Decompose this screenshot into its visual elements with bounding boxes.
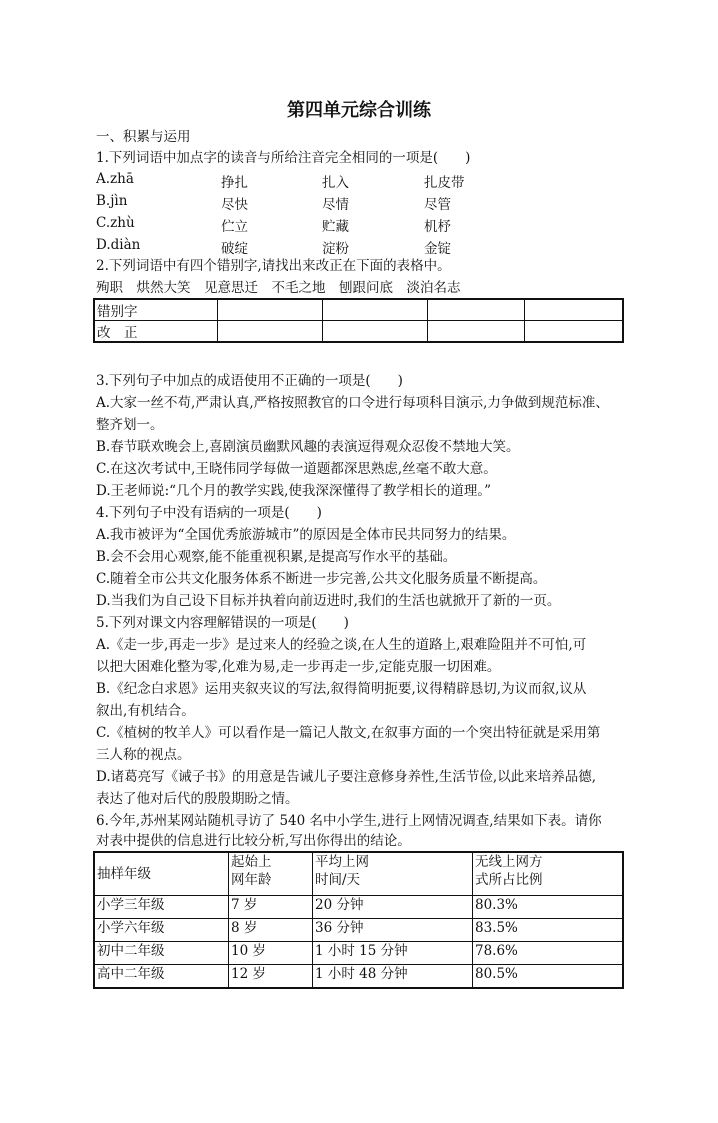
answer-cell[interactable] (323, 299, 428, 321)
option-d: D.诸葛亮写《诫子书》的用意是告诫儿子要注意修身养性,生活节俭,以此来培养品德, (96, 769, 597, 785)
option-word: 尽管 (424, 197, 451, 213)
ratio-cell: 80.5% (473, 965, 624, 989)
grade-cell: 小学六年级 (94, 919, 229, 942)
option-a-cont: 整齐划一。 (96, 417, 164, 433)
time-cell: 1 小时 48 分钟 (313, 965, 473, 989)
answer-cell[interactable] (525, 321, 624, 343)
table-header-row (94, 852, 623, 896)
column-header-line: 网年龄 (231, 872, 272, 888)
column-header-line: 平均上网 (315, 854, 369, 870)
answer-cell[interactable] (323, 321, 428, 343)
age-cell: 10 岁 (229, 942, 313, 965)
option-c-cont: 三人称的视点。 (96, 747, 191, 763)
table-row (94, 965, 623, 989)
option-row (96, 193, 516, 215)
ratio-cell: 78.6% (473, 942, 624, 965)
question-2-words: 殉职 烘然大笑 见意思迁 不毛之地 刨跟问底 淡泊名志 (96, 280, 461, 296)
answer-cell[interactable] (428, 299, 525, 321)
section-heading: 一、积累与运用 (96, 129, 191, 145)
column-header-line: 无线上网方 (475, 854, 543, 870)
question-3-stem: 3.下列句子中加点的成语使用不正确的一项是( ) (96, 373, 403, 389)
age-cell: 7 岁 (229, 896, 313, 919)
question-5-stem: 5.下列对课文内容理解错误的一项是( ) (96, 615, 349, 631)
answer-cell[interactable] (218, 321, 323, 343)
option-word: 扎入 (322, 175, 349, 191)
table-row (94, 942, 623, 965)
option-label: B.jìn (96, 193, 128, 209)
option-row (96, 215, 516, 237)
option-word: 机杼 (424, 219, 451, 235)
table-row-label: 改 正 (94, 321, 218, 343)
answer-cell[interactable] (428, 321, 525, 343)
option-a: A.我市被评为“全国优秀旅游城市”的原因是全体市民共同努力的结果。 (96, 527, 516, 543)
question-4-stem: 4.下列句子中没有语病的一项是( ) (96, 505, 322, 521)
option-a-cont: 以把大困难化整为零,化难为易,走一步再走一步,定能克服一切困难。 (96, 659, 501, 675)
time-cell: 20 分钟 (313, 896, 473, 919)
option-label: C.zhù (96, 215, 135, 231)
column-header (229, 852, 313, 896)
option-word: 伫立 (221, 219, 248, 235)
question-6-stem-cont: 对表中提供的信息进行比较分析,写出你得出的结论。 (96, 833, 411, 849)
survey-table (93, 851, 624, 989)
option-d-cont: 表达了他对后代的殷殷期盼之情。 (96, 791, 299, 807)
option-word: 尽情 (322, 197, 349, 213)
question-1-stem: 1.下列词语中加点字的读音与所给注音完全相同的一项是( ) (96, 150, 471, 166)
answer-cell[interactable] (218, 299, 323, 321)
option-b: B.春节联欢晚会上,喜剧演员幽默风趣的表演逗得观众忍俊不禁地大笑。 (96, 439, 520, 455)
column-header (313, 852, 473, 896)
option-c: C.《植树的牧羊人》可以看作是一篇记人散文,在叙事方面的一个突出特征就是采用第 (96, 725, 601, 741)
option-word: 淀粉 (322, 241, 349, 257)
option-b: B.《纪念白求恩》运用夹叙夹议的写法,叙得简明扼要,议得精辟恳切,为议而叙,议从 (96, 681, 587, 697)
option-a: A.大家一丝不苟,严肃认真,严格按照教官的口令进行每项科目演示,力争做到规范标准、 (96, 395, 609, 411)
option-a: A.《走一步,再走一步》是过来人的经验之谈,在人生的道路上,艰难险阻并不可怕,可 (96, 637, 587, 653)
age-cell: 12 岁 (229, 965, 313, 989)
column-header (473, 852, 624, 896)
question-1-options (96, 171, 516, 259)
option-d: D.当我们为自己设下目标并执着向前迈进时,我们的生活也就掀开了新的一页。 (96, 593, 561, 609)
table-row (94, 919, 623, 942)
option-word: 尽快 (221, 197, 248, 213)
table-row (94, 896, 623, 919)
option-word: 挣扎 (221, 175, 248, 191)
answer-cell[interactable] (525, 299, 624, 321)
option-c: C.随着全市公共文化服务体系不断进一步完善,公共文化服务质量不断提高。 (96, 571, 547, 587)
time-cell: 1 小时 15 分钟 (313, 942, 473, 965)
option-d: D.王老师说:“几个月的教学实践,使我深深懂得了教学相长的道理。” (96, 483, 492, 499)
column-header-line: 式所占比例 (475, 872, 543, 888)
option-b-cont: 叙出,有机结合。 (96, 703, 195, 719)
option-word: 贮藏 (322, 219, 349, 235)
option-label: D.diàn (96, 237, 141, 253)
option-row (96, 171, 516, 193)
question-2-stem: 2.下列词语中有四个错别字,请找出来改正在下面的表格中。 (96, 258, 451, 274)
ratio-cell: 80.3% (473, 896, 624, 919)
column-header: 抽样年级 (94, 852, 229, 896)
column-header-line: 起始上 (231, 854, 272, 870)
option-c: C.在这次考试中,王晓伟同学每做一道题都深思熟虑,丝毫不敢大意。 (96, 461, 497, 477)
page-title: 第四单元综合训练 (287, 100, 431, 121)
table-row-label: 错别字 (94, 299, 218, 321)
grade-cell: 小学三年级 (94, 896, 229, 919)
option-word: 破绽 (221, 241, 248, 257)
option-word: 扎皮带 (424, 175, 465, 191)
option-word: 金锭 (424, 241, 451, 257)
time-cell: 36 分钟 (313, 919, 473, 942)
column-header-line: 时间/天 (315, 872, 361, 888)
grade-cell: 初中二年级 (94, 942, 229, 965)
correction-table (93, 298, 624, 343)
option-label: A.zhā (96, 171, 134, 187)
age-cell: 8 岁 (229, 919, 313, 942)
grade-cell: 高中二年级 (94, 965, 229, 989)
ratio-cell: 83.5% (473, 919, 624, 942)
option-b: B.会不会用心观察,能不能重视积累,是提高写作水平的基础。 (96, 549, 457, 565)
question-6-stem: 6.今年,苏州某网站随机寻访了 540 名中小学生,进行上网情况调查,结果如下表。请你 (96, 813, 602, 829)
